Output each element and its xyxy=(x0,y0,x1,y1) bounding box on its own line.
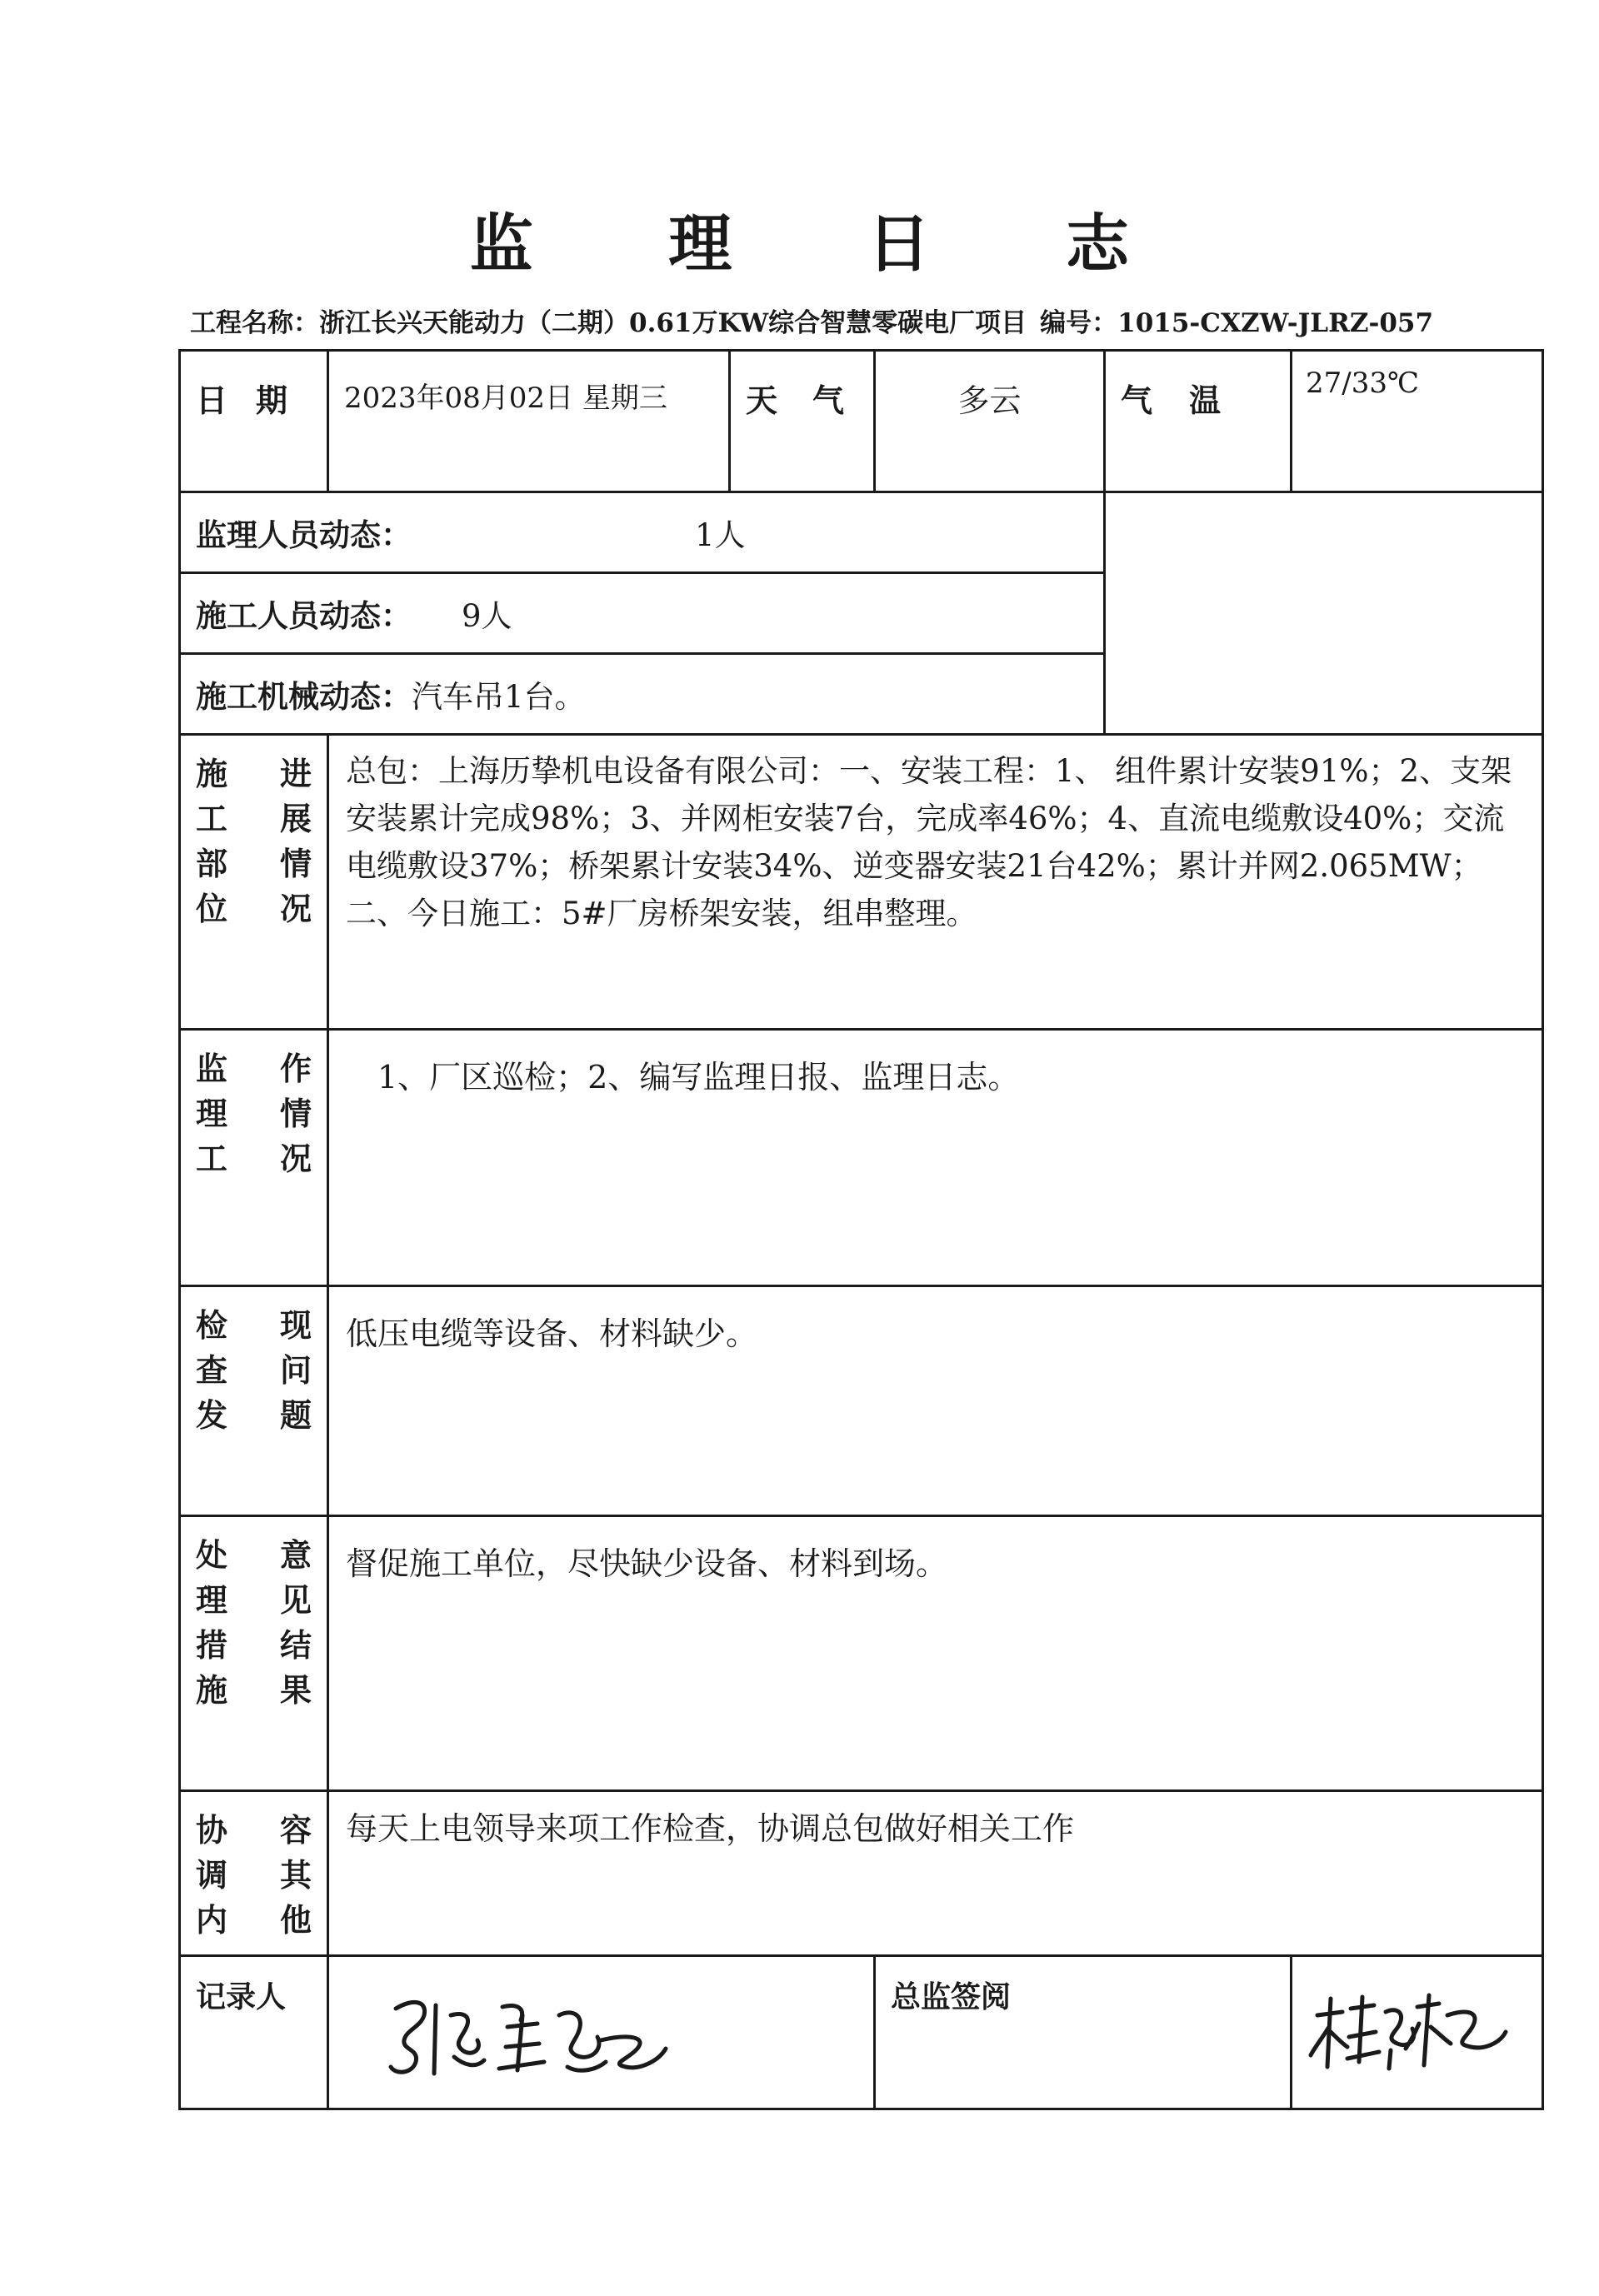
temp-label-char: 气 xyxy=(1121,382,1153,419)
section-label-char: 措 xyxy=(196,1626,228,1664)
machine-label: 施工机械动态： xyxy=(196,678,412,715)
section-label-char: 情 xyxy=(279,845,312,882)
project-number-value: 1015-CXZW-JLRZ-057 xyxy=(1117,308,1434,338)
footer-row xyxy=(180,1956,1543,2109)
section-label-char: 调 xyxy=(196,1856,228,1894)
section-row-issues xyxy=(180,1286,1543,1516)
section-label-char: 查 xyxy=(196,1351,228,1389)
project-number-label: 编号： xyxy=(1040,308,1118,338)
section-label-char: 结 xyxy=(279,1626,312,1664)
section-content-cell xyxy=(328,1791,1543,1956)
weather-label-cell xyxy=(730,351,875,492)
section-row-coordination xyxy=(180,1791,1543,1956)
project-name-label: 工程名称： xyxy=(190,308,319,338)
supervisor-cell xyxy=(180,492,1105,573)
machine-cell xyxy=(180,654,1105,735)
section-label-char: 协 xyxy=(196,1811,228,1849)
section-label-cell xyxy=(180,1516,328,1791)
header-row xyxy=(180,351,1543,492)
section-label-char: 见 xyxy=(279,1581,312,1619)
date-value-cell xyxy=(328,351,730,492)
section-label-char: 处 xyxy=(196,1536,228,1574)
section-label-cell xyxy=(180,735,328,1030)
section-label-char: 发 xyxy=(196,1396,228,1434)
weather-label-char: 气 xyxy=(812,382,844,419)
section-content-cell xyxy=(328,1516,1543,1791)
supervisor-value: 1人 xyxy=(695,517,746,553)
section-label-char: 其 xyxy=(279,1856,312,1894)
section-label-char: 工 xyxy=(196,1140,228,1177)
worker-value: 9人 xyxy=(462,598,512,634)
section-label-char: 况 xyxy=(279,890,312,927)
section-label-char: 他 xyxy=(279,1901,312,1939)
recorder-signature-cell xyxy=(328,1956,875,2109)
weather-label-char: 天 xyxy=(746,382,778,419)
worker-cell xyxy=(180,573,1105,654)
chief-signature-cell xyxy=(1292,1956,1543,2109)
section-row-measures xyxy=(180,1516,1543,1791)
section-content-cell xyxy=(328,1286,1543,1516)
recorder-signature xyxy=(329,1957,871,2107)
section-label-char: 施 xyxy=(196,1671,228,1709)
section-label-char: 况 xyxy=(279,1140,312,1177)
progress-content: 总包：上海历挚机电设备有限公司：一、安装工程：1、 组件累计安装91%；2、支架安装累计完成98%；3、并网柜安装7台，完成率46%；4、直流电缆敷设40%；交流电缆敷设37%；桥架累计安装34%、逆变器安装21台42%；累计并网2.065MW；二、今日施工：5#厂房桥架安装，组串整理。 xyxy=(346,753,1512,931)
recorder-label: 记录人 xyxy=(196,1979,287,2014)
section-content-cell xyxy=(328,735,1543,1030)
project-line xyxy=(190,302,1490,339)
chief-label-cell xyxy=(875,1956,1292,2109)
section-label-char: 施 xyxy=(196,755,228,792)
worker-label: 施工人员动态： xyxy=(196,597,412,634)
section-label-char: 果 xyxy=(279,1671,312,1709)
section-label-cell xyxy=(180,1791,328,1956)
section-label-char: 内 xyxy=(196,1901,228,1939)
section-label-char: 位 xyxy=(196,890,228,927)
coordination-content: 每天上电领导来项工作检查，协调总包做好相关工作 xyxy=(346,1810,1075,1847)
weather-value: 多云 xyxy=(957,382,1022,419)
temp-value: 27/33℃ xyxy=(1306,367,1420,400)
section-label-char: 部 xyxy=(196,845,228,882)
chief-signature xyxy=(1292,1957,1542,2107)
section-label-char: 题 xyxy=(279,1396,312,1434)
recorder-label-cell xyxy=(180,1956,328,2109)
section-label-char: 展 xyxy=(279,800,312,837)
section-label-char: 检 xyxy=(196,1306,228,1344)
supervision-log-table xyxy=(178,349,1544,2110)
temp-label-cell xyxy=(1105,351,1292,492)
temp-value-cell xyxy=(1292,351,1543,492)
weather-value-cell xyxy=(875,351,1105,492)
project-name-value: 浙江长兴天能动力（二期）0.61万KW综合智慧零碳电厂项目 xyxy=(319,308,1027,338)
measures-content: 督促施工单位，尽快缺少设备、材料到场。 xyxy=(346,1545,948,1582)
section-label-char: 容 xyxy=(279,1811,312,1849)
temp-label-char: 温 xyxy=(1188,382,1221,419)
chief-label: 总监签阅 xyxy=(891,1979,1012,2014)
date-label-char: 期 xyxy=(255,382,287,419)
date-value: 2023年08月02日 星期三 xyxy=(344,382,667,415)
supervisor-row xyxy=(180,492,1543,573)
machine-value: 汽车吊1台。 xyxy=(412,679,586,715)
supervision-content: 1、厂区巡检；2、编写监理日报、监理日志。 xyxy=(346,1059,1020,1096)
section-label-cell xyxy=(180,1286,328,1516)
section-content-cell xyxy=(328,1030,1543,1286)
section-label-char: 理 xyxy=(196,1581,228,1619)
section-label-cell xyxy=(180,1030,328,1286)
page-title: 监 理 日 志 xyxy=(469,207,1187,281)
date-label-cell xyxy=(180,351,328,492)
section-label-char: 进 xyxy=(279,755,312,792)
date-label-char: 日 xyxy=(196,382,228,419)
section-row-progress xyxy=(180,735,1543,1030)
section-row-supervision xyxy=(180,1030,1543,1286)
section-label-char: 意 xyxy=(279,1536,312,1574)
section-label-char: 理 xyxy=(196,1095,228,1132)
section-label-char: 监 xyxy=(196,1050,228,1087)
section-label-char: 工 xyxy=(196,800,228,837)
personnel-blank-cell xyxy=(1105,492,1543,735)
supervisor-label: 监理人员动态： xyxy=(196,517,412,553)
section-label-char: 作 xyxy=(279,1050,312,1087)
issues-content: 低压电缆等设备、材料缺少。 xyxy=(346,1315,758,1352)
section-label-char: 现 xyxy=(279,1306,312,1344)
section-label-char: 问 xyxy=(279,1351,312,1389)
section-label-char: 情 xyxy=(279,1095,312,1132)
